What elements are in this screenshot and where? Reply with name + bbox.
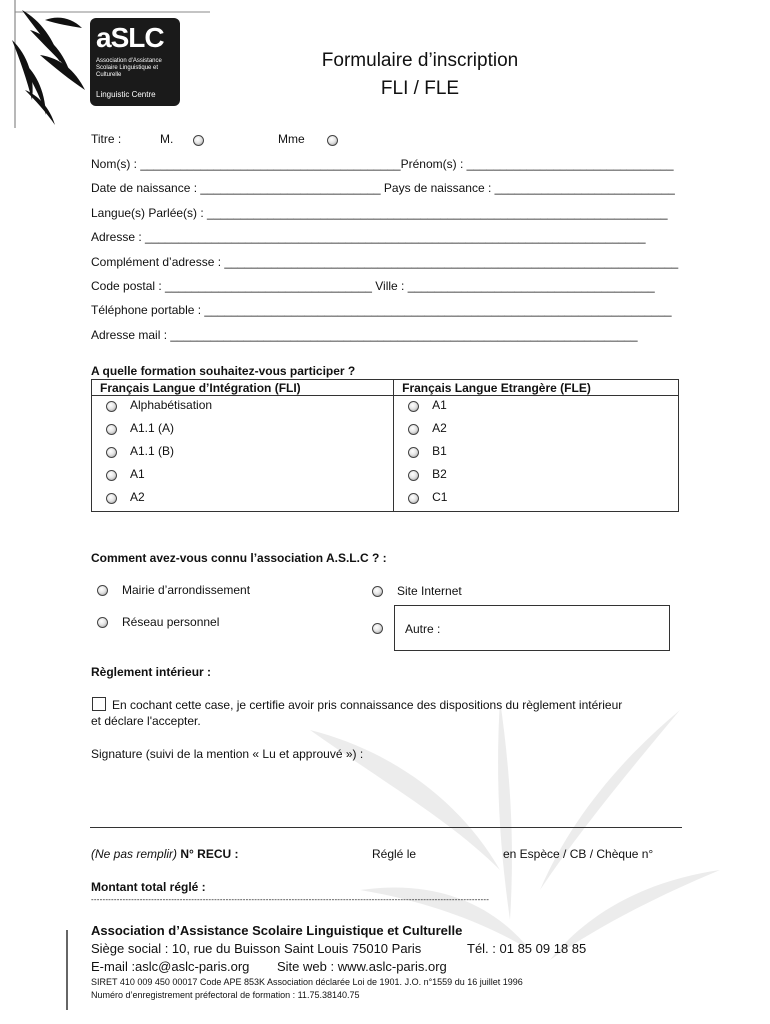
fle-option-label: B1 (432, 444, 447, 458)
paiement-label: en Espèce / CB / Chèque n° (503, 847, 654, 861)
footer-web: Site web : www.aslc-paris.org (277, 959, 447, 974)
fli-option-row[interactable] (92, 465, 394, 488)
montant-label: Montant total réglé : (91, 880, 206, 894)
logo-sub-text: Linguistic Centre (96, 90, 156, 99)
fle-option-label: B2 (432, 467, 447, 481)
reglement-checkbox[interactable] (92, 697, 106, 711)
fle-radio[interactable] (408, 493, 419, 504)
fli-option-row[interactable] (92, 488, 394, 512)
code-postal-field[interactable]: Code postal : _______________________________ Ville : _____________________________________ (91, 279, 655, 293)
fli-radio[interactable] (106, 470, 117, 481)
fle-radio[interactable] (408, 424, 419, 435)
m-radio[interactable] (193, 135, 204, 146)
logo-full-text: Association d'Assistance Scolaire Linguistique et Culturelle (96, 58, 162, 78)
fli-radio[interactable] (106, 447, 117, 458)
fle-option-label: A2 (432, 421, 447, 435)
autre-radio[interactable] (372, 623, 383, 634)
recu-label: N° RECU : (180, 847, 239, 861)
fli-radio[interactable] (106, 401, 117, 412)
page-subtitle: FLI / FLE (380, 78, 460, 99)
page-title: Formulaire d’inscription (321, 50, 519, 71)
fli-header: Français Langue d’Intégration (FLI) (92, 380, 394, 396)
fli-radio[interactable] (106, 424, 117, 435)
fli-option-label: Alphabétisation (130, 398, 213, 412)
fle-option-row[interactable] (394, 442, 679, 465)
dashes-line: ------------------------------------------------------------------------------------------------------------------------------------------- (91, 895, 490, 904)
mairie-radio[interactable] (97, 585, 108, 596)
site-radio[interactable] (372, 586, 383, 597)
titre-label: Titre : (91, 132, 122, 146)
aslc-logo (90, 18, 180, 106)
footer-siret: SIRET 410 009 450 00017 Code APE 853K Association déclarée Loi de 1901. J.O. n°1559 du 16 juillet 1996 (91, 977, 523, 987)
logo-short-text: aSLC (96, 22, 164, 53)
mairie-label: Mairie d’arrondissement (122, 583, 251, 597)
footer-numero: Numéro d’enregistrement préfectoral de formation : 11.75.38140.75 (91, 990, 360, 1000)
fle-option-label: A1 (432, 398, 447, 412)
mme-label: Mme (278, 132, 305, 146)
mail-field[interactable]: Adresse mail : ______________________________________________________________________ (91, 328, 638, 342)
langues-field[interactable]: Langue(s) Parlée(s) : _____________________________________________________________________ (91, 206, 668, 220)
fle-header: Français Langue Etrangère (FLE) (394, 380, 679, 396)
noms-field[interactable]: Nom(s) : _______________________________________Prénom(s) : _______________________________ (91, 157, 674, 171)
fli-option-label: A1 (130, 467, 145, 481)
footer-name: Association d’Assistance Scolaire Linguistique et Culturelle (91, 923, 463, 938)
regle-label: Réglé le (372, 847, 417, 861)
footer-email: E-mail :aslc@aslc-paris.org (91, 959, 250, 974)
fli-option-row[interactable] (92, 419, 394, 442)
m-label: M. (160, 132, 174, 146)
mme-radio[interactable] (327, 135, 338, 146)
separator-line (90, 827, 682, 828)
fli-option-row[interactable] (92, 396, 394, 420)
telephone-field[interactable]: Téléphone portable : ______________________________________________________________________ (91, 303, 672, 317)
fli-option-label: A2 (130, 490, 145, 504)
complement-field[interactable]: Complément d’adresse : ____________________________________________________________________ (91, 255, 679, 269)
fle-option-row[interactable] (394, 465, 679, 488)
fli-option-row[interactable] (92, 442, 394, 465)
footer-tel: Tél. : 01 85 09 18 85 (467, 941, 587, 956)
footer-vertical-bar (66, 930, 68, 1010)
fle-option-row[interactable] (394, 396, 679, 420)
fli-option-label: A1.1 (B) (130, 444, 175, 458)
autre-label: Autre : (405, 622, 441, 636)
reglement-text-line2: et déclare l'accepter. (91, 714, 201, 728)
fle-radio[interactable] (408, 470, 419, 481)
fli-radio[interactable] (106, 493, 117, 504)
fle-option-row[interactable] (394, 488, 679, 512)
ne-pas-remplir: (Ne pas remplir) (91, 847, 178, 861)
adresse-field[interactable]: Adresse : ___________________________________________________________________________ (91, 230, 646, 244)
reglement-text-line1: En cochant cette case, je certifie avoir pris connaissance des dispositions du règlement intérieur (112, 698, 623, 712)
site-label: Site Internet (397, 584, 462, 598)
fli-option-label: A1.1 (A) (130, 421, 175, 435)
reglement-title: Règlement intérieur : (91, 665, 212, 679)
reseau-radio[interactable] (97, 617, 108, 628)
signature-label: Signature (suivi de la mention « Lu et approuvé ») : (91, 747, 364, 761)
autre-box[interactable] (394, 605, 670, 651)
formation-question: A quelle formation souhaitez-vous participer ? (91, 364, 356, 378)
formation-table (91, 379, 679, 512)
recu-row (91, 847, 239, 861)
fle-radio[interactable] (408, 447, 419, 458)
fle-option-row[interactable] (394, 419, 679, 442)
fle-radio[interactable] (408, 401, 419, 412)
footer-siege: Siège social : 10, rue du Buisson Saint Louis 75010 Paris (91, 941, 422, 956)
connu-question: Comment avez-vous connu l’association A.S.L.C ? : (91, 551, 387, 565)
naissance-field[interactable]: Date de naissance : ___________________________ Pays de naissance : ___________________________ (91, 181, 675, 195)
reseau-label: Réseau personnel (122, 615, 220, 629)
fle-option-label: C1 (432, 490, 448, 504)
